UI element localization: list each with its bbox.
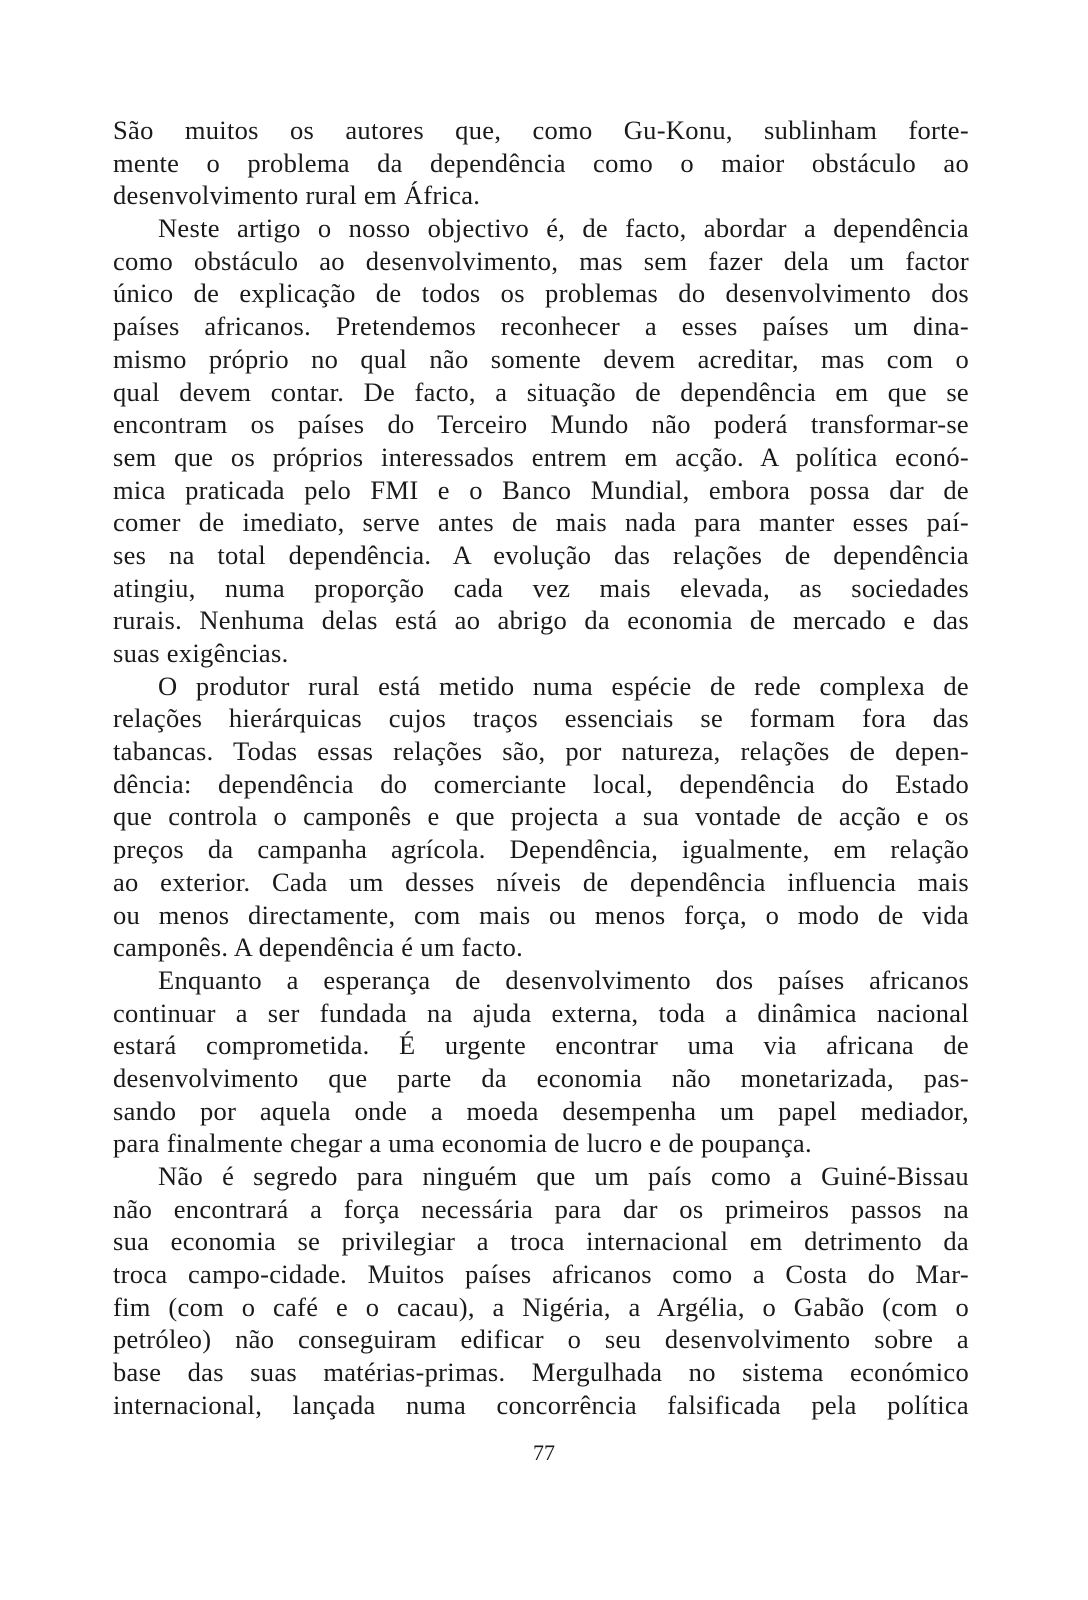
text-line: tabancas. Todas essas relações são, por natureza, relações de depen- [113,736,969,767]
text-line: sando por aquela onde a moeda desempenha um papel mediador, [113,1095,969,1126]
text-line: relações hierárquicas cujos traços essenciais se formam fora das [113,703,969,734]
text-line: mismo próprio no qual não somente devem acreditar, mas com o [113,343,969,374]
text-line: base das suas matérias-primas. Mergulhada no sistema económico [113,1357,969,1388]
text-line: sem que os próprios interessados entrem em acção. A política econó- [113,441,969,472]
text-line: ses na total dependência. A evolução das relações de dependência [113,539,969,570]
text-line: sua economia se privilegiar a troca internacional em detrimento da [113,1226,969,1257]
text-line: fim (com o café e o cacau), a Nigéria, a Argélia, o Gabão (com o [113,1291,969,1322]
text-line: suas exigências. [113,638,289,668]
text-line: ou menos directamente, com mais ou menos força, o modo de vida [113,899,969,930]
paragraph [113,1160,969,1422]
text-line: Neste artigo o nosso objectivo é, de facto, abordar a dependência [158,213,969,244]
text-line: não encontrará a força necessária para dar os primeiros passos na [113,1193,969,1224]
text-line: encontram os países do Terceiro Mundo não poderá transformar-se [113,409,969,440]
text-line: desenvolvimento que parte da economia não monetarizada, pas- [113,1062,969,1093]
text-line: petróleo) não conseguiram edificar o seu desenvolvimento sobre a [113,1324,969,1355]
text-line: Não é segredo para ninguém que um país como a Guiné-Bissau [158,1161,969,1191]
body-text [113,114,969,1422]
text-line: continuar a ser fundada na ajuda externa, toda a dinâmica nacional [113,997,969,1028]
text-line: mente o problema da dependência como o maior obstáculo ao [113,147,969,178]
text-line: qual devem contar. De facto, a situação de dependência em que se [113,376,969,407]
text-line: como obstáculo ao desenvolvimento, mas sem fazer dela um factor [113,245,969,276]
text-line: O produtor rural está metido numa espécie de rede complexa de [158,670,969,701]
text-line: internacional, lançada numa concorrência falsificada pela política [113,1389,969,1420]
text-line: camponês. A dependência é um facto. [113,932,524,963]
paragraph [113,670,969,964]
text-line: ao exterior. Cada um desses níveis de dependência influencia mais [113,866,969,897]
paragraph [113,964,969,1160]
text-line: São muitos os autores que, como Gu-Konu, sublinham forte- [113,115,969,145]
text-line: desenvolvimento rural em África. [113,180,481,211]
text-line: atingiu, numa proporção cada vez mais elevada, as sociedades [113,572,969,603]
text-line: que controla o camponês e que projecta a sua vontade de acção e os [113,801,969,832]
text-line: estará comprometida. É urgente encontrar uma via africana de [113,1030,969,1061]
paragraph [113,114,969,212]
text-line: Enquanto a esperança de desenvolvimento dos países africanos [158,964,969,995]
text-line: para finalmente chegar a uma economia de lucro e de poupança. [113,1128,812,1159]
paragraph [113,212,969,670]
text-line: comer de imediato, serve antes de mais nada para manter esses paí- [113,507,969,538]
text-line: países africanos. Pretendemos reconhecer a esses países um dina- [113,311,969,342]
text-line: dência: dependência do comerciante local, dependência do Estado [113,768,969,799]
text-line: rurais. Nenhuma delas está ao abrigo da economia de mercado e das [113,605,969,636]
text-line: mica praticada pelo FMI e o Banco Mundial, embora possa dar de [113,474,969,505]
text-line: preços da campanha agrícola. Dependência, igualmente, em relação [113,834,969,865]
text-line: troca campo-cidade. Muitos países africanos como a Costa do Mar- [113,1259,969,1290]
text-line: único de explicação de todos os problemas do desenvolvimento dos [113,278,969,309]
page-number: 77 [533,1440,555,1465]
